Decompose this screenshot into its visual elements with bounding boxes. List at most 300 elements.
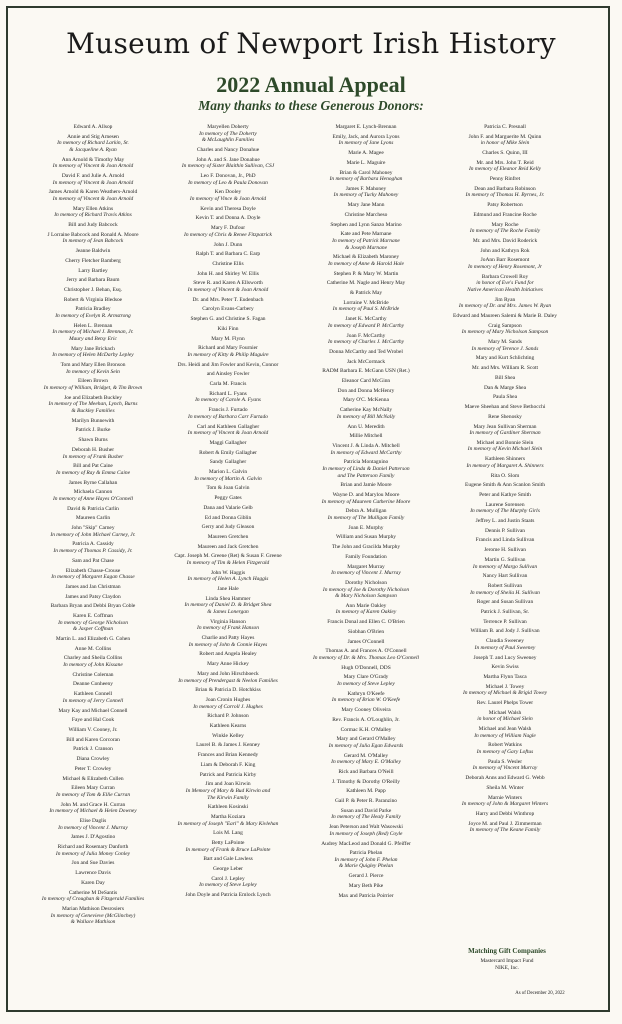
donor-name: Mary Roche xyxy=(491,221,519,228)
dedication-line: In memory of John F. Phelan xyxy=(334,856,398,863)
donor-name: Christine Ellis xyxy=(212,260,244,267)
donor-name: Gail P. & Peter R. Paranzino xyxy=(334,798,398,805)
donor-name: Kathleen M. Papp xyxy=(346,788,386,795)
donor-name: Brian and Jamie Moore xyxy=(340,482,392,489)
donor-name: James F. Mahoney xyxy=(345,185,387,192)
donor-name: The John and Gracilda Murphy xyxy=(331,544,401,551)
dedication-line: In memory of Carroll J. Hughes xyxy=(193,703,263,710)
donor-name: Dean and Barbara Robinson xyxy=(474,185,536,192)
donor-name: Kevin Swiss xyxy=(491,664,519,671)
dedication-line: & McLaughlin Families xyxy=(201,137,255,144)
dedication-line: In memory of Steve Lepley xyxy=(337,681,395,688)
donor-name: James Arnold & Karen Weathers-Arnold xyxy=(48,189,138,196)
donor-name: Margaret E. Lynch-Brennan xyxy=(335,124,397,130)
donor-name: Marilyn Bunnewith xyxy=(71,417,115,424)
donor-name: Carol J. Lepley xyxy=(211,875,245,882)
donor-name: Maureen Carlin xyxy=(75,515,111,522)
donor-name: Joan E. Murphy xyxy=(348,524,384,531)
dedication-line: In memory of William Nagle xyxy=(474,732,536,739)
donor-name: Rev. Laurel Phelps Tower xyxy=(476,700,534,707)
dedication-line: In memory of John & Margaret Winters xyxy=(461,801,549,808)
donor-name: Robert & Virginia Bledsoe xyxy=(63,296,123,303)
dedication-line: In memory of Edward P. McCarthy xyxy=(327,322,405,329)
donor-name: William and Susan Murphy xyxy=(335,534,397,541)
donor-name: Robert and Angela Healey xyxy=(199,651,257,658)
dedication-line: In memory of The Doherty xyxy=(199,130,257,137)
donor-name: Maeve Sheehan and Steve Bethocchi xyxy=(464,404,546,411)
donor-name: David & Patricia Carlin xyxy=(67,505,119,512)
donor-name: Kathleen Connell xyxy=(73,691,113,698)
donor-name: Ralph T. and Barbara C. Earp xyxy=(195,251,261,258)
dedication-line: In memory of The Keane Family xyxy=(469,827,541,834)
donor-name: Mr. and Mrs. John T. Reid xyxy=(476,159,534,166)
donor-name: Jerry and Barbara Baum xyxy=(66,277,120,284)
dedication-line: Native American Health Initiatives xyxy=(467,287,543,293)
dedication-line: In memory of The Healy Family xyxy=(331,814,401,821)
dedication-line: In memory of Dr. & Mrs. Thomas Leo O'Connell xyxy=(313,654,419,661)
donor-name: Elise Daglis xyxy=(79,817,107,824)
donor-column-3 xyxy=(305,124,427,899)
donor-name: Patrick J. Cranson xyxy=(73,746,113,753)
donor-name: Stephen G. and Christine S. Fagan xyxy=(190,316,266,323)
dedication-line: In memory of Vincent & Joan Arnold xyxy=(52,196,134,202)
donor-name: Ed and Donna Giblin xyxy=(204,514,252,521)
dedication-line: In memory of Helen A. Lynch Haggis xyxy=(187,576,269,583)
donor-name: Steve R. and Karen A Ellsworth xyxy=(193,280,263,287)
dedication-line: In memory of Thomas H. Byrnes, Jr. xyxy=(465,192,545,199)
donor-name: Mary and Kurt Schlichting xyxy=(475,355,535,362)
donor-name: Michael & Elizabeth Maroney xyxy=(332,254,400,261)
dedication-line: In memory of Anne Hayes O'Connell xyxy=(52,495,134,502)
donor-name: Kathryn O'Keefe xyxy=(347,690,385,697)
donor-name: Siobhan O'Brien xyxy=(347,628,385,635)
donor-name: Laurel B. & James J. Kenney xyxy=(196,742,260,749)
donor-name: Millie Mitchell xyxy=(349,433,383,440)
donor-name: John H. and Shirley W. Ellis xyxy=(197,270,259,277)
dedication-line: In memory of Thomas P. Cassidy, Jr. xyxy=(53,548,133,555)
donor-name: Faye and Hal Cook xyxy=(71,717,115,724)
donor-name: Peggy Gates xyxy=(214,495,242,502)
donor-name: Cherry Fletcher Bamberg xyxy=(65,257,121,264)
donor-name: Winkle Kelley xyxy=(212,732,244,739)
donor-name: Patricia Bradley xyxy=(75,306,111,313)
dedication-line: in honor of Michael Slein xyxy=(477,716,533,723)
donor-name: Bill and Pat Caine xyxy=(73,463,113,470)
donor-name: Stephen and Lynn Sanzo Marino xyxy=(330,221,402,228)
donor-name: Capt. Joseph M. Greene (Ret) & Susan F. Greene xyxy=(174,553,282,560)
donor-name: Dorothy Nicholson xyxy=(345,579,387,586)
donor-name: Rita O. Slom xyxy=(490,472,520,479)
donor-name: Thomas A. and Frances A. O'Connell xyxy=(325,648,407,655)
donor-name: Harry and Debbi Winthrop xyxy=(475,810,535,817)
dedication-line: In memory of Ray & Emma Caine xyxy=(56,469,130,476)
donor-name: Laurene Sorensen xyxy=(485,501,525,508)
dedication-line: In memory of Gary Loftus xyxy=(476,749,534,756)
donor-name: Frances and Brian Kennedy xyxy=(197,752,259,759)
donor-name: Shawn Burns xyxy=(78,437,108,444)
donor-name: James Byrne Callahan xyxy=(68,479,118,486)
donor-name: Diana Crowley xyxy=(76,756,110,763)
donor-column-2 xyxy=(167,124,289,899)
dedication-line: & Jasper Coffman xyxy=(72,626,114,633)
dedication-line: & Marie Quigley Phelan xyxy=(338,863,394,870)
donor-name: Joe and Elizabeth Buckley xyxy=(64,394,122,401)
donor-name: Gerard J. Pierce xyxy=(348,873,384,880)
dedication-line: In memory of Jane Lyons xyxy=(338,140,394,147)
donor-name: Mary Jean Sullivan Sherman xyxy=(473,423,537,430)
donor-name: Audrey MacLeod and Donald G. Pfeiffer xyxy=(321,840,411,847)
donor-name: Edward A. Allsop xyxy=(73,124,113,130)
dedication-line: Maury and Betsy Eric xyxy=(69,336,117,343)
donor-column-4 xyxy=(444,124,566,834)
donor-name: Bart and Gale Lawless xyxy=(203,856,253,863)
dedication-line: In memory of Dr. and Mrs. James W. Ryan xyxy=(458,303,552,310)
dedication-line: In memory of Vincent & Joan Arnold xyxy=(187,430,269,437)
donor-name: Michael and Bonnie Slein xyxy=(476,439,534,446)
donor-name: Christine Coleman xyxy=(72,671,114,678)
dedication-line: & James Lonergan xyxy=(207,609,249,616)
dedication-line: and The Patterson Family xyxy=(337,472,395,479)
dedication-line: In memory of George Nicholson xyxy=(58,619,128,626)
donor-name: John and Kathryn Rok xyxy=(480,247,530,254)
donor-name: Donna McCarthy and Ted Wrobel xyxy=(329,348,403,355)
dedication-line: In memory of Kevin Michael Slein xyxy=(467,446,543,453)
dedication-line: & Jacqueline A. Ryan xyxy=(69,146,117,153)
donor-name: Lois M. Lang xyxy=(213,830,243,837)
dedication-line: In memory of Frank Hanson xyxy=(197,625,259,632)
dedication-line: In memory of Vincent & Joan Arnold xyxy=(52,179,134,186)
donor-name: Sam and Pat Chase xyxy=(72,557,114,564)
dedication-line: In memory of Bill McNally xyxy=(336,413,396,420)
donor-name: Susan and David Parke xyxy=(340,807,392,814)
donor-name: Leo F. Donovan, Jr., PhD xyxy=(200,173,256,180)
donor-name: Brian & Carol Mahoney xyxy=(339,169,393,176)
donor-name: Robert Watkins xyxy=(488,742,522,749)
donor-name: Dr. and Mrs. Peter T. Eudenbach xyxy=(192,296,264,303)
appeal-heading: 2022 Annual Appeal xyxy=(216,72,406,97)
donor-name: Paula S. Wesler xyxy=(487,758,523,765)
dedication-line: in honor of Eve's Fund for xyxy=(476,280,534,287)
donor-name: Karen E. Coffman xyxy=(73,613,113,619)
donor-name: Jerome H. Sullivan xyxy=(484,547,526,554)
donor-name: John "Skip" Carney xyxy=(71,525,115,532)
dedication-line: In memory of Richard Larkin, Sr. xyxy=(57,140,129,147)
donor-name: Craig Sampson xyxy=(488,322,522,329)
dedication-line: In memory of Daniel D. & Bridget Shea xyxy=(184,602,272,609)
dedication-line: In Memory of Mary & Bud Kirwin and xyxy=(185,787,271,794)
donor-name: Ken Dooley xyxy=(214,189,242,196)
donor-name: Mary Jane Mann xyxy=(347,202,385,209)
donor-name: Jeffrey L. and Justin Staats xyxy=(475,518,535,525)
donor-name: Jane Hale xyxy=(217,586,239,593)
donor-name: Michael J. Towey xyxy=(485,683,525,690)
matching-company: NIKE, Inc. xyxy=(495,965,519,971)
dedication-line: In memory of Frank & Bruce LaPointe xyxy=(185,846,271,853)
donor-name: Lawrence Davis xyxy=(75,870,111,877)
donor-name: Charles S. Quinn, III xyxy=(482,150,528,157)
donor-name: Kathleen Kosinski xyxy=(207,804,249,811)
dedication-line: In memory of Linda & Daniel Patterson xyxy=(322,465,410,472)
donor-name: John J. Dunn xyxy=(213,241,243,248)
donor-name: Mr. and Mrs. William R. Scott xyxy=(471,365,539,372)
dedication-line: In memory of Jean Babcock xyxy=(62,238,124,245)
donor-name: Eileen Brown xyxy=(77,378,109,385)
donor-name: Kathleen Shinners xyxy=(484,456,526,463)
donor-name: Elizabeth Chasse-Crouse xyxy=(65,567,121,574)
donor-name: Patrick and Patricia Kirby xyxy=(199,771,257,778)
donor-name: Tom & Joan Galvin xyxy=(206,485,250,492)
donor-name: James and Jan Christman xyxy=(65,583,121,590)
dedication-line: In memory of Mary E. O'Malley xyxy=(331,759,401,766)
donor-name: Roger and Susan Sullivan xyxy=(476,599,534,606)
donor-name: Liam & Deborah F. King xyxy=(200,761,256,768)
donor-name: Gerry and Judy Gleason xyxy=(201,524,255,531)
donor-name: Terrence P. Sullivan xyxy=(483,618,527,625)
dedication-line: In memory of Brian W. O'Keefe xyxy=(331,697,401,704)
dedication-line: In memory of Leo & Paula Donovan xyxy=(188,179,268,186)
donor-name: Martin G. Sullivan xyxy=(484,556,526,563)
donor-name: Christopher J. Behan, Esq. xyxy=(64,287,122,293)
dedication-line: In memory of Patrick Marnane xyxy=(332,237,400,244)
donor-name: Maryellen Doherty xyxy=(207,124,249,130)
dedication-line: In memory of Tom & Ellie Curran xyxy=(55,791,131,798)
donor-name: Francis and Linda Sullivan xyxy=(475,537,535,544)
dedication-line: In memory of Margaret A. Shinners xyxy=(466,462,544,469)
donor-name: Patricia Phelan xyxy=(349,850,383,857)
dedication-line: & Joseph Marnane xyxy=(345,244,387,251)
donor-name: Rick and Barbara O'Neill xyxy=(338,768,394,775)
donor-name: Margaret Murray xyxy=(347,563,385,570)
donor-name: Edmund and Francine Roche xyxy=(473,211,537,218)
dedication-line: In memory of Vincent J. Murray xyxy=(58,824,128,831)
donor-name: James J. D'Agostino xyxy=(70,834,116,841)
donor-name: Bill Shea xyxy=(494,374,516,381)
donor-name: Sheila M. Winter xyxy=(486,784,524,791)
donor-name: Peter T. Crowley xyxy=(74,765,112,772)
donor-name: Kathleen Kearns xyxy=(209,723,247,729)
donor-name: Betty LaPointe xyxy=(211,840,245,847)
dedication-line: In memory of Carole A. Fyans xyxy=(195,397,261,404)
dedication-line: In memory of Chris & Renee Fitzpatrick xyxy=(184,231,272,238)
donor-name: Deborah Anns and Edward G. Webb xyxy=(465,775,545,782)
donor-name: Vincent J. & Linda A. Mitchell xyxy=(332,442,400,449)
dedication-line: In memory of Kitty & Philip Maguire xyxy=(187,351,269,358)
dedication-line: In memory of Helen McDarby Lepley xyxy=(52,352,134,359)
donor-name: George Leber xyxy=(213,866,243,873)
donor-name: Patricia Montagnino xyxy=(343,459,389,466)
donor-name: Patricia A. Cassidy xyxy=(72,541,114,548)
donor-name: Carolyn Evans-Carbery xyxy=(202,306,254,313)
donor-name: RADM Barbara E. McGann USN (Ret.) xyxy=(322,368,410,375)
donor-name: Barbara Bryan and Debbi Bryan Coble xyxy=(50,603,136,610)
donor-name: Max and Patricia Poirrier xyxy=(338,892,394,899)
donor-name: Patrick J. Burke xyxy=(75,427,111,434)
donor-name: Eugene Smith & Ann Scanlon Smith xyxy=(465,482,545,489)
donor-name: Drs. Heidi and Jim Fowler and Kevin, Connor xyxy=(177,361,279,368)
donor-name: Barbara Crowell Roy xyxy=(481,273,529,280)
dedication-line: In memory of Jerry Connell xyxy=(62,697,124,704)
dedication-line: In memory of Barbara Henoghan xyxy=(329,176,403,183)
donor-name: Marian Mathison Desrosiers xyxy=(62,905,124,912)
donor-name: William V. Cooney, Jr. xyxy=(68,726,118,733)
dedication-line: In memory of John Kissane xyxy=(63,662,123,669)
donor-name: Mary Anne Hickey xyxy=(207,661,249,668)
dedication-line: In memory of Prendergast & Neelon Families xyxy=(178,677,278,684)
donor-name: William B. and Jody J. Sullivan xyxy=(470,628,540,635)
donor-name: Cormac K.H. O'Malley xyxy=(340,726,392,733)
dedication-line: In memory of John & Connie Hayes xyxy=(188,641,268,648)
dedication-line: In memory of Margaret Eagan Chasse xyxy=(51,574,135,581)
dedication-line: In memory of Sister Blaithin Sullivan, CSJ xyxy=(181,163,275,170)
donor-name: Mary Clare O'Grady xyxy=(343,674,389,681)
donor-name: Ann Arnold & Timothy May xyxy=(61,156,125,163)
donor-name: Eleanor Card McGinn xyxy=(341,378,391,384)
dedication-line: In memory of Julia Money Conley xyxy=(55,850,131,857)
donor-column-1 xyxy=(32,124,154,926)
donor-name: Jim and Joan Kirwin xyxy=(205,781,251,788)
donor-name: Maureen and Jack Gretchen xyxy=(197,543,259,550)
dedication-line: in honor of Mike Slein xyxy=(480,140,530,147)
dedication-line: In memory of Evelyn R. Armstrong xyxy=(55,313,131,320)
donor-name: Charles and Nancy Donahue xyxy=(196,146,260,153)
dedication-line: In memory of Paul S. McBride xyxy=(332,306,400,313)
donor-name: and Ainsley Fowler xyxy=(206,371,250,378)
donor-name: Lorraine V. McBride xyxy=(343,299,389,306)
donor-name: Deanne Conheeny xyxy=(72,681,113,688)
donor-name: Wayne D. and Marylou Moore xyxy=(332,491,400,498)
dedication-line: In memory of Eleanor Reid Kelly xyxy=(468,166,542,173)
donor-name: Carl and Kathleen Gallagher xyxy=(196,423,260,430)
donor-name: Francis J. Furtado xyxy=(208,407,248,414)
page-title: Museum of Newport Irish History xyxy=(66,27,556,60)
donor-name: John F. and Marguerite M. Quinn xyxy=(468,133,542,140)
donor-name: Emily, Jack, and Aurora Lyons xyxy=(332,133,400,140)
donor-name: Dennis P. Sullivan xyxy=(484,527,526,534)
donor-name: Michael Walsh xyxy=(488,709,522,716)
dedication-line: In memory of Sheila H. Sullivan xyxy=(470,589,540,596)
donor-name: Marie A. Magee xyxy=(348,150,384,157)
matching-company: Mastercard Impact Fund xyxy=(480,958,534,964)
donor-name: Maureen Gretchen xyxy=(207,533,249,540)
donor-name: & Patrick May xyxy=(349,290,383,297)
donor-name: Mary and Gerard O'Malley xyxy=(336,736,396,743)
donor-name: Michael & Elizabeth Cullen xyxy=(62,775,124,782)
donor-name: J. Timothy & Dorothy O'Reilly xyxy=(332,778,400,785)
dedication-line: In memory of Paul Sweeney xyxy=(474,644,536,651)
donor-name: Catherine M DeSantis xyxy=(68,889,118,896)
donor-name: Linda Shea Hammer xyxy=(205,595,251,602)
donor-name: Ann Marie Oakley xyxy=(345,602,387,609)
donor-name: Mary Jane Brickach xyxy=(71,345,115,352)
donor-name: Tom and Mary Ellen Bronson xyxy=(60,362,126,369)
donor-name: Mary O'C. McKenna xyxy=(343,397,389,404)
donor-name: John M. and Grace H. Curran xyxy=(60,801,126,808)
donor-name: Jim Ryan xyxy=(494,296,516,303)
donor-name: Robert & Emily Gallagher xyxy=(199,449,257,456)
dedication-line: In memory of Vincent J. Murray xyxy=(331,570,401,577)
dedication-line: In memory of Tucky Mahoney xyxy=(333,192,399,199)
donor-name: Edward and Maureen Salemi & Marie B. Daley xyxy=(453,313,557,320)
dedication-line: In memory of Margo Sullivan xyxy=(472,563,538,570)
dedication-line: In memory of Vincent & Joan Arnold xyxy=(187,287,269,293)
donor-name: Family Foundation xyxy=(345,553,387,560)
dedication-line: In memory of Michael & Brigid Towey xyxy=(462,690,548,697)
donor-name: Charlie and Patty Hayes xyxy=(201,635,255,642)
donor-name: James O'Connell xyxy=(347,638,385,645)
donor-name: Maggi Gallagher xyxy=(209,439,247,446)
donor-name: David F. and Julie A. Arnold xyxy=(61,173,125,180)
donor-name: Sandy Gallagher xyxy=(209,459,247,466)
donor-name: Michael and Jean Walsh xyxy=(478,726,532,733)
donor-name: Christine Marcheso xyxy=(344,211,388,218)
dedication-line: In memory of Joseph (Red) Coyle xyxy=(329,830,403,837)
donor-name: Patrick J. Sullivan, Sr. xyxy=(480,609,530,616)
dedication-line: In memory of Anne & Harold Hale xyxy=(328,260,404,267)
dedication-line: In memory of Michael & Helen Downey xyxy=(49,808,137,815)
dedication-line: In memory of Vincent Murray xyxy=(472,765,538,772)
dedication-line: & Mary Nicholson Sampson xyxy=(335,593,397,600)
donor-name: Brian & Patricia D. Hotchkiss xyxy=(195,687,261,694)
donor-name: Richard and Rosemary Danforth xyxy=(57,844,129,851)
donor-name: Catherine Kay McNally xyxy=(339,407,393,414)
donor-name: Joyce M. and Paul J. Zimmerman xyxy=(468,820,542,827)
donor-name: Gerard M. O'Malley xyxy=(343,752,389,759)
donor-name: Larry Bartley xyxy=(78,267,108,274)
donor-name: Paula Shea xyxy=(492,394,517,401)
donor-name: JoAnn Barr Rosemont xyxy=(480,257,530,264)
dedication-line: In memory of Croughan & Fitzgerald Families xyxy=(41,896,145,903)
dedication-line: In memory of Edward McCarthy xyxy=(330,449,402,456)
donor-name: Jon and Sue Davies xyxy=(71,860,115,867)
donor-name: Mary Beth Pike xyxy=(348,882,384,889)
donor-name: Mr. and Mrs. David Roderick xyxy=(472,237,538,244)
dedication-line: In memory of Frank Busher xyxy=(62,453,124,460)
dedication-line: In memory of Martin A. Galvin xyxy=(194,475,262,482)
donor-name: Don and Donna McHenry xyxy=(337,387,395,394)
dedication-line: In memory of William, Bridget, & Tim Brown xyxy=(43,385,143,392)
donor-name: Charley and Sheila Collins xyxy=(63,655,123,662)
dedication-line: In memory of Henry Rosemont, Jr xyxy=(468,264,542,271)
donor-name: Penny Rinfret xyxy=(489,176,521,183)
dedication-line: In memory of Vincent & Joan Arnold xyxy=(52,163,134,170)
donor-name: Dan & Marge Shea xyxy=(483,384,527,391)
donor-name: Richard P. Johnson xyxy=(207,713,249,720)
donor-name: Jean Peterson and Walt Wasowski xyxy=(329,824,403,831)
dedication-line: In memory of Gardiner Sherman xyxy=(469,430,541,437)
donor-name: Mary F. Dufour xyxy=(210,225,246,232)
donor-name: Karen Day xyxy=(81,879,105,886)
thanks-subheading: Many thanks to these Generous Donors: xyxy=(198,98,424,113)
donor-name: J Lorraine Babcock and Ronald A. Moore xyxy=(47,231,139,238)
donor-name: Martin L. and Elizabeth G. Cohen xyxy=(55,635,131,642)
donor-name: Carla M. Francis xyxy=(209,381,247,388)
donor-name: Bill and Judy Babcock xyxy=(68,222,118,229)
donor-name: James and Patsy Claydon xyxy=(65,593,121,600)
dedication-line: In memory of Terence J. Sands xyxy=(471,345,539,352)
donor-name: Kiki Finn xyxy=(217,325,239,332)
donor-name: Nancy Hart Sullivan xyxy=(482,573,528,580)
donor-name: Anne M. Collins xyxy=(74,645,112,652)
donor-name: Deborah H. Busher xyxy=(71,446,115,453)
dedication-line: In memory of Karen Oakley xyxy=(335,609,397,616)
dedication-line: In memory of John Michael Carney, Jr. xyxy=(50,531,136,538)
donor-name: Kate and Pete Marnane xyxy=(340,231,392,238)
donor-name: Jack McCormack xyxy=(346,358,386,365)
dedication-line: In memory of The Murphy Girls xyxy=(470,508,540,515)
dedication-line: In memory of The Mulligan Family xyxy=(327,514,405,521)
donor-name: Martha Flynn Tasca xyxy=(483,673,527,680)
donor-name: John A. and S. Jane Donahue xyxy=(196,156,260,163)
